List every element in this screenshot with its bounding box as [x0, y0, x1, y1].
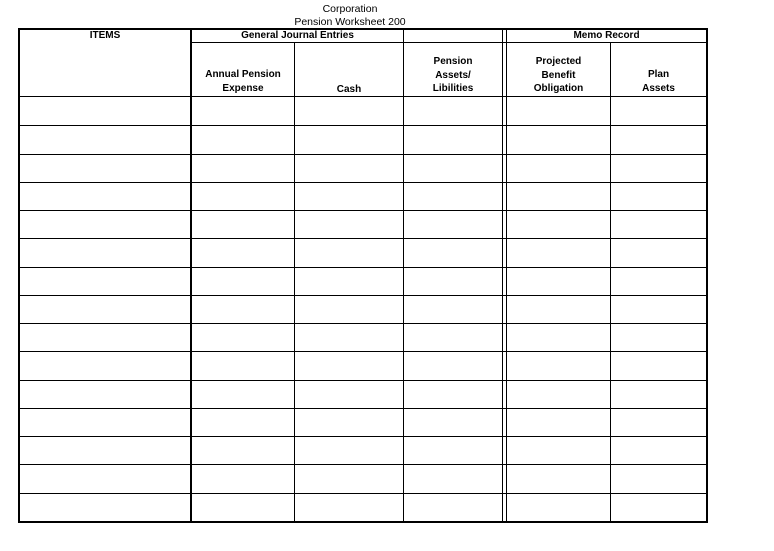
row-line: [18, 323, 708, 324]
row-line: [18, 408, 708, 409]
projected-benefit-obligation-header: [507, 55, 610, 96]
annual-pension-expense-header: [192, 68, 294, 95]
row-line: [18, 267, 708, 268]
plan-assets-header: [611, 68, 706, 95]
row-line: [18, 210, 708, 211]
pension-assets-line2: Assets/: [435, 69, 471, 81]
row-line: [18, 380, 708, 381]
worksheet-subtitle: Pension Worksheet 200: [294, 16, 406, 28]
pension-assets-liabilities-header: [404, 55, 502, 96]
row-line: [18, 154, 708, 155]
plan-assets-line1: Plan: [647, 69, 670, 80]
plan-assets-line2: Assets: [642, 82, 675, 94]
pension-assets-line3: Libilities: [432, 83, 474, 94]
grid-border-bottom: [18, 521, 708, 523]
col-sep-double-a: [502, 28, 503, 523]
items-header: ITEMS: [89, 30, 121, 41]
row-line: [18, 351, 708, 352]
pension-assets-line1: Pension: [433, 56, 473, 67]
pbo-line2: Benefit: [541, 69, 576, 81]
annual-pension-expense-line1: Annual Pension: [205, 69, 281, 80]
row-line: [18, 436, 708, 437]
col-sep-double-b: [506, 28, 507, 523]
annual-pension-expense-line2: Expense: [222, 82, 264, 94]
memo-record-header: Memo Record: [573, 30, 640, 41]
row-line: [18, 125, 708, 126]
row-line: [18, 295, 708, 296]
grid-border-right: [706, 28, 708, 523]
worksheet-grid: [18, 28, 708, 523]
pbo-line3: Obligation: [533, 83, 584, 94]
grid-border-left: [18, 28, 20, 523]
row-line: [18, 464, 708, 465]
row-line: [18, 238, 708, 239]
row-line: [18, 493, 708, 494]
pbo-line1: Projected: [535, 56, 582, 67]
col-sep-expense: [294, 42, 295, 523]
col-sep-items: [190, 28, 192, 523]
cash-header: Cash: [336, 84, 362, 95]
worksheet-company-title: Corporation: [322, 3, 378, 15]
row-line: [18, 182, 708, 183]
col-sep-pbo: [610, 42, 611, 523]
general-journal-header: General Journal Entries: [241, 30, 354, 41]
col-sep-cash: [403, 28, 404, 523]
